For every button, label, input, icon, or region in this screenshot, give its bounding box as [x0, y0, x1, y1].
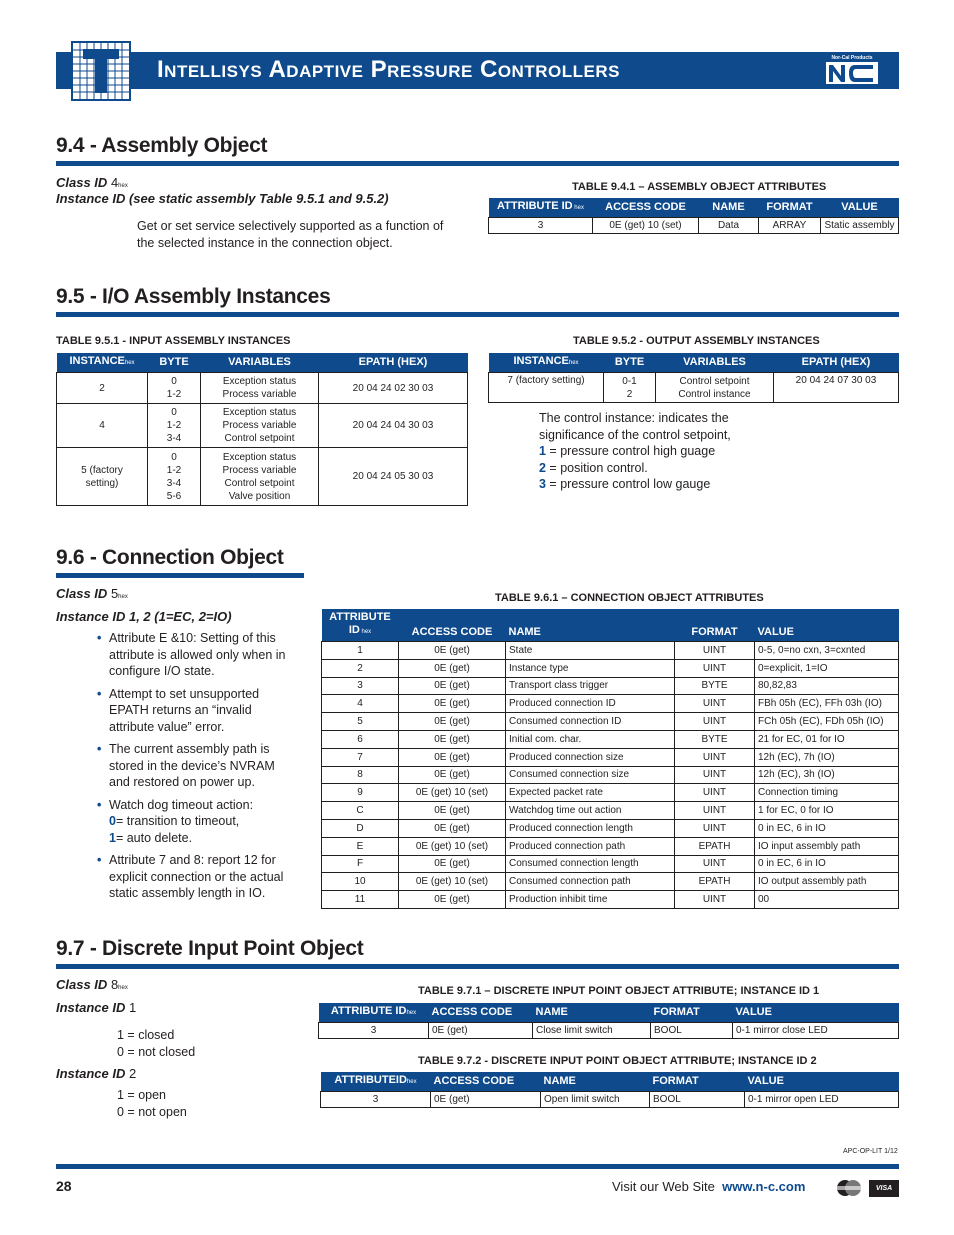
table-cell: FCh 05h (EC), FDh 05h (IO) [755, 713, 899, 731]
table-cell: 9 [322, 784, 399, 802]
table-cell: 0E (get) [399, 748, 506, 766]
table-row [322, 802, 899, 820]
table-cell: D [322, 819, 399, 837]
instance-1-states: 1 = closed 0 = not closed [117, 1028, 196, 1059]
table-cell: IO output assembly path [755, 873, 899, 891]
table-cell: Exception status Process variable [201, 373, 319, 404]
class-id-label: Class ID 4hex [56, 175, 128, 190]
column-header: VALUE [755, 609, 899, 642]
table-cell: State [506, 642, 675, 660]
section-rule [56, 312, 899, 317]
table-cell: BYTE [675, 730, 755, 748]
table-cell: 0-1 2 [604, 373, 656, 403]
table-cell: Control setpoint Control instance [656, 373, 774, 403]
table-cell: 0E (get) [399, 766, 506, 784]
table-row [322, 695, 899, 713]
table-cell: 0E (get) [399, 730, 506, 748]
maze-logo-icon [73, 43, 129, 99]
discrete-input-table-1 [318, 1003, 899, 1039]
table-cell: Data [699, 218, 759, 234]
table-cell: 2 [322, 659, 399, 677]
table-cell: 20 04 24 02 30 03 [319, 373, 468, 404]
column-header: FORMAT [650, 1072, 745, 1092]
column-header: ACCESS CODE [399, 609, 506, 642]
table-cell: EPATH [675, 873, 755, 891]
table-cell: IO input assembly path [755, 837, 899, 855]
section-heading-9-6: 9.6 - Connection Object [56, 546, 284, 569]
connection-attributes-table [321, 609, 899, 909]
table-caption: TABLE 9.5.2 - OUTPUT ASSEMBLY INSTANCES [573, 335, 820, 347]
table-cell: BYTE [675, 677, 755, 695]
nc-logo-icon [825, 61, 879, 85]
table-cell: 0E (get) [399, 819, 506, 837]
table-cell: UINT [675, 695, 755, 713]
table-row [321, 1092, 899, 1108]
table-cell: Produced connection path [506, 837, 675, 855]
table-cell: Instance type [506, 659, 675, 677]
table-row [322, 766, 899, 784]
table-cell: F [322, 855, 399, 873]
table-row [319, 1023, 899, 1039]
column-header: ACCESS CODE [593, 198, 699, 218]
table-cell: C [322, 802, 399, 820]
table-cell: UINT [675, 802, 755, 820]
column-header: FORMAT [651, 1003, 733, 1023]
column-header: VALUE [733, 1003, 899, 1023]
website-link[interactable]: www.n-c.com [722, 1179, 806, 1194]
table-cell: 6 [322, 730, 399, 748]
table-cell: 5 [322, 713, 399, 731]
table-row [57, 404, 468, 448]
table-cell: Consumed connection size [506, 766, 675, 784]
table-cell: 1 for EC, 0 for IO [755, 802, 899, 820]
column-header: EPATH (HEX) [319, 353, 468, 373]
table-caption: TABLE 9.7.2 - DISCRETE INPUT POINT OBJECT ATTRIBUTE; INSTANCE ID 2 [418, 1055, 817, 1067]
table-cell: 80,82,83 [755, 677, 899, 695]
table-cell: 12h (EC), 7h (IO) [755, 748, 899, 766]
table-cell: 0E (get) [429, 1023, 533, 1039]
discrete-input-table-2 [320, 1072, 899, 1108]
table-row [57, 448, 468, 506]
table-cell: BOOL [651, 1023, 733, 1039]
section-rule [56, 573, 304, 578]
table-cell: EPATH [675, 837, 755, 855]
column-header: INSTANCEhex [489, 353, 604, 373]
table-row [322, 837, 899, 855]
table-cell: 0-5, 0=no cxn, 3=cxnted [755, 642, 899, 660]
instance-id-label: Instance ID 1, 2 (1=EC, 2=IO) [56, 609, 232, 624]
table-cell: UINT [675, 766, 755, 784]
connection-notes-list [97, 630, 287, 902]
table-cell: 0E (get) [399, 891, 506, 909]
table-cell: Exception status Process variable Control setpoint [201, 404, 319, 448]
table-caption: TABLE 9.6.1 – CONNECTION OBJECT ATTRIBUTES [495, 592, 764, 604]
table-cell: 2 [57, 373, 148, 404]
table-row [322, 891, 899, 909]
column-header: ATTRIBUTE ID hex [322, 609, 399, 642]
table-row [322, 659, 899, 677]
table-cell: 3 [321, 1092, 431, 1108]
table-cell: 10 [322, 873, 399, 891]
list-item: • Attribute E &10: Setting of this attribute is allowed only when in configure I/O state. [97, 630, 287, 680]
brand-name: Nor-Cal Products [831, 55, 873, 61]
document-code: APC-OP-LIT 1/12 [843, 1148, 898, 1155]
assembly-attributes-table [488, 198, 899, 234]
table-cell: Transport class trigger [506, 677, 675, 695]
table-cell: 7 (factory setting) [489, 373, 604, 403]
table-cell: 0 in EC, 6 in IO [755, 855, 899, 873]
nc-brand-logo [825, 55, 879, 87]
table-cell: 7 [322, 748, 399, 766]
table-cell: UINT [675, 748, 755, 766]
table-cell: Watchdog time out action [506, 802, 675, 820]
table-cell: 0E (get) [399, 642, 506, 660]
table-row [57, 373, 468, 404]
section-heading-9-5: 9.5 - I/O Assembly Instances [56, 285, 331, 308]
table-row [489, 218, 899, 234]
assembly-description: Get or set service selectively supported as a function of the selected instance in the connection object. [137, 219, 444, 250]
class-id-label: Class ID 8hex [56, 977, 128, 992]
table-cell: Consumed connection path [506, 873, 675, 891]
column-header: ATTRIBUTEIDhex [321, 1072, 431, 1092]
column-header: FORMAT [675, 609, 755, 642]
list-item: • The current assembly path is stored in the device’s NVRAM and restored on power up. [97, 741, 287, 791]
instance-2-states: 1 = open 0 = not open [117, 1088, 187, 1119]
table-row [322, 748, 899, 766]
table-cell: UINT [675, 891, 755, 909]
table-cell: ARRAY [759, 218, 821, 234]
table-row [322, 873, 899, 891]
table-cell: 0 in EC, 6 in IO [755, 819, 899, 837]
table-cell: 0 1-2 [148, 373, 201, 404]
table-cell: 3 [322, 677, 399, 695]
table-cell: 0=explicit, 1=IO [755, 659, 899, 677]
table-cell: 12h (EC), 3h (IO) [755, 766, 899, 784]
table-cell: UINT [675, 819, 755, 837]
table-row [322, 713, 899, 731]
table-row [322, 819, 899, 837]
table-cell: 21 for EC, 01 for IO [755, 730, 899, 748]
column-header: FORMAT [759, 198, 821, 218]
table-header-row [489, 353, 899, 373]
table-cell: 0E (get) [431, 1092, 541, 1108]
table-cell: 0-1 mirror open LED [745, 1092, 899, 1108]
table-cell: Consumed connection length [506, 855, 675, 873]
page-number: 28 [56, 1178, 72, 1194]
column-header: BYTE [604, 353, 656, 373]
company-logo [71, 41, 131, 101]
instance-id-label: Instance ID 1 [56, 1000, 137, 1015]
list-item: • Watch dog timeout action: 0= transition to timeout, 1= auto delete. [97, 797, 287, 847]
column-header: VALUE [745, 1072, 899, 1092]
table-header-row [322, 609, 899, 642]
table-cell: Expected packet rate [506, 784, 675, 802]
table-cell: Exception status Process variable Control setpoint Valve position [201, 448, 319, 506]
table-cell: UINT [675, 713, 755, 731]
table-cell: 00 [755, 891, 899, 909]
table-cell: 8 [322, 766, 399, 784]
column-header: NAME [506, 609, 675, 642]
table-header-row [57, 353, 468, 373]
input-assembly-table [56, 353, 468, 506]
table-cell: 5 (factory setting) [57, 448, 148, 506]
table-cell: BOOL [650, 1092, 745, 1108]
output-assembly-table [488, 353, 899, 403]
table-cell: 0E (get) 10 (set) [399, 873, 506, 891]
table-row [322, 784, 899, 802]
table-cell: 3 [319, 1023, 429, 1039]
column-header: ATTRIBUTE ID hex [489, 198, 593, 218]
list-item: • Attribute 7 and 8: report 12 for explicit connection or the actual static assembly length in IO. [97, 852, 287, 902]
mastercard-icon [834, 1179, 864, 1197]
table-cell: 1 [322, 642, 399, 660]
table-cell: 20 04 24 05 30 03 [319, 448, 468, 506]
table-cell: 0 1-2 3-4 [148, 404, 201, 448]
table-cell: Consumed connection ID [506, 713, 675, 731]
table-cell: 0E (get) 10 (set) [593, 218, 699, 234]
class-id-label: Class ID 5hex [56, 586, 128, 601]
table-caption: TABLE 9.4.1 – ASSEMBLY OBJECT ATTRIBUTES [572, 181, 827, 193]
table-cell: UINT [675, 784, 755, 802]
table-cell: UINT [675, 659, 755, 677]
footer-rule [56, 1164, 899, 1169]
column-header: ATTRIBUTE IDhex [319, 1003, 429, 1023]
table-cell: 11 [322, 891, 399, 909]
table-cell: Open limit switch [541, 1092, 650, 1108]
table-row [322, 730, 899, 748]
website-line: Visit our Web Site www.n-c.com [612, 1179, 806, 1194]
table-cell: 3 [489, 218, 593, 234]
table-row [322, 677, 899, 695]
table-cell: 4 [57, 404, 148, 448]
instance-id-label: Instance ID (see static assembly Table 9.5.1 and 9.5.2) [56, 191, 389, 206]
page-header-title: Intellisys Adaptive Pressure Controllers [157, 56, 620, 83]
list-item: • Attempt to set unsupported EPATH returns an “invalid attribute value” error. [97, 686, 287, 736]
column-header: NAME [533, 1003, 651, 1023]
table-row [322, 855, 899, 873]
table-row [489, 373, 899, 403]
table-header-row [319, 1003, 899, 1023]
table-cell: 4 [322, 695, 399, 713]
table-cell: 0E (get) 10 (set) [399, 837, 506, 855]
table-cell: 0 1-2 3-4 5-6 [148, 448, 201, 506]
table-cell: E [322, 837, 399, 855]
table-header-row [489, 198, 899, 218]
table-cell: 0E (get) 10 (set) [399, 784, 506, 802]
table-cell: 20 04 24 04 30 03 [319, 404, 468, 448]
table-cell: 0E (get) [399, 713, 506, 731]
table-cell: 0E (get) [399, 695, 506, 713]
table-cell: 20 04 24 07 30 03 [774, 373, 899, 403]
section-rule [56, 161, 899, 166]
table-cell: Initial com. char. [506, 730, 675, 748]
column-header: EPATH (HEX) [774, 353, 899, 373]
table-cell: 0E (get) [399, 677, 506, 695]
column-header: VARIABLES [656, 353, 774, 373]
column-header: VALUE [821, 198, 899, 218]
table-cell: 0E (get) [399, 855, 506, 873]
table-cell: 0E (get) [399, 802, 506, 820]
section-heading-9-4: 9.4 - Assembly Object [56, 134, 268, 157]
table-cell: Close limit switch [533, 1023, 651, 1039]
table-cell: FBh 05h (EC), FFh 03h (IO) [755, 695, 899, 713]
table-caption: TABLE 9.7.1 – DISCRETE INPUT POINT OBJECT ATTRIBUTE; INSTANCE ID 1 [418, 985, 820, 997]
table-caption: TABLE 9.5.1 - INPUT ASSEMBLY INSTANCES [56, 335, 291, 347]
table-cell: Produced connection size [506, 748, 675, 766]
section-heading-9-7: 9.7 - Discrete Input Point Object [56, 937, 364, 960]
instance-id-label: Instance ID 2 [56, 1066, 137, 1081]
table-row [322, 642, 899, 660]
table-cell: Produced connection ID [506, 695, 675, 713]
column-header: ACCESS CODE [429, 1003, 533, 1023]
table-cell: UINT [675, 642, 755, 660]
section-rule [56, 964, 899, 969]
visa-card-icon: VISA [869, 1180, 899, 1197]
column-header: INSTANCEhex [57, 353, 148, 373]
table-cell: Production inhibit time [506, 891, 675, 909]
column-header: VARIABLES [201, 353, 319, 373]
table-cell: Static assembly [821, 218, 899, 234]
table-cell: 0-1 mirror close LED [733, 1023, 899, 1039]
column-header: NAME [699, 198, 759, 218]
column-header: BYTE [148, 353, 201, 373]
table-header-row [321, 1072, 899, 1092]
column-header: ACCESS CODE [431, 1072, 541, 1092]
table-cell: 0E (get) [399, 659, 506, 677]
table-cell: UINT [675, 855, 755, 873]
table-cell: Connection timing [755, 784, 899, 802]
column-header: NAME [541, 1072, 650, 1092]
control-instance-note: The control instance: indicates the significance of the control setpoint, 1 = pressure control high guage 2 = position control. 3 = pressure control low gauge [539, 411, 731, 491]
table-cell: Produced connection length [506, 819, 675, 837]
